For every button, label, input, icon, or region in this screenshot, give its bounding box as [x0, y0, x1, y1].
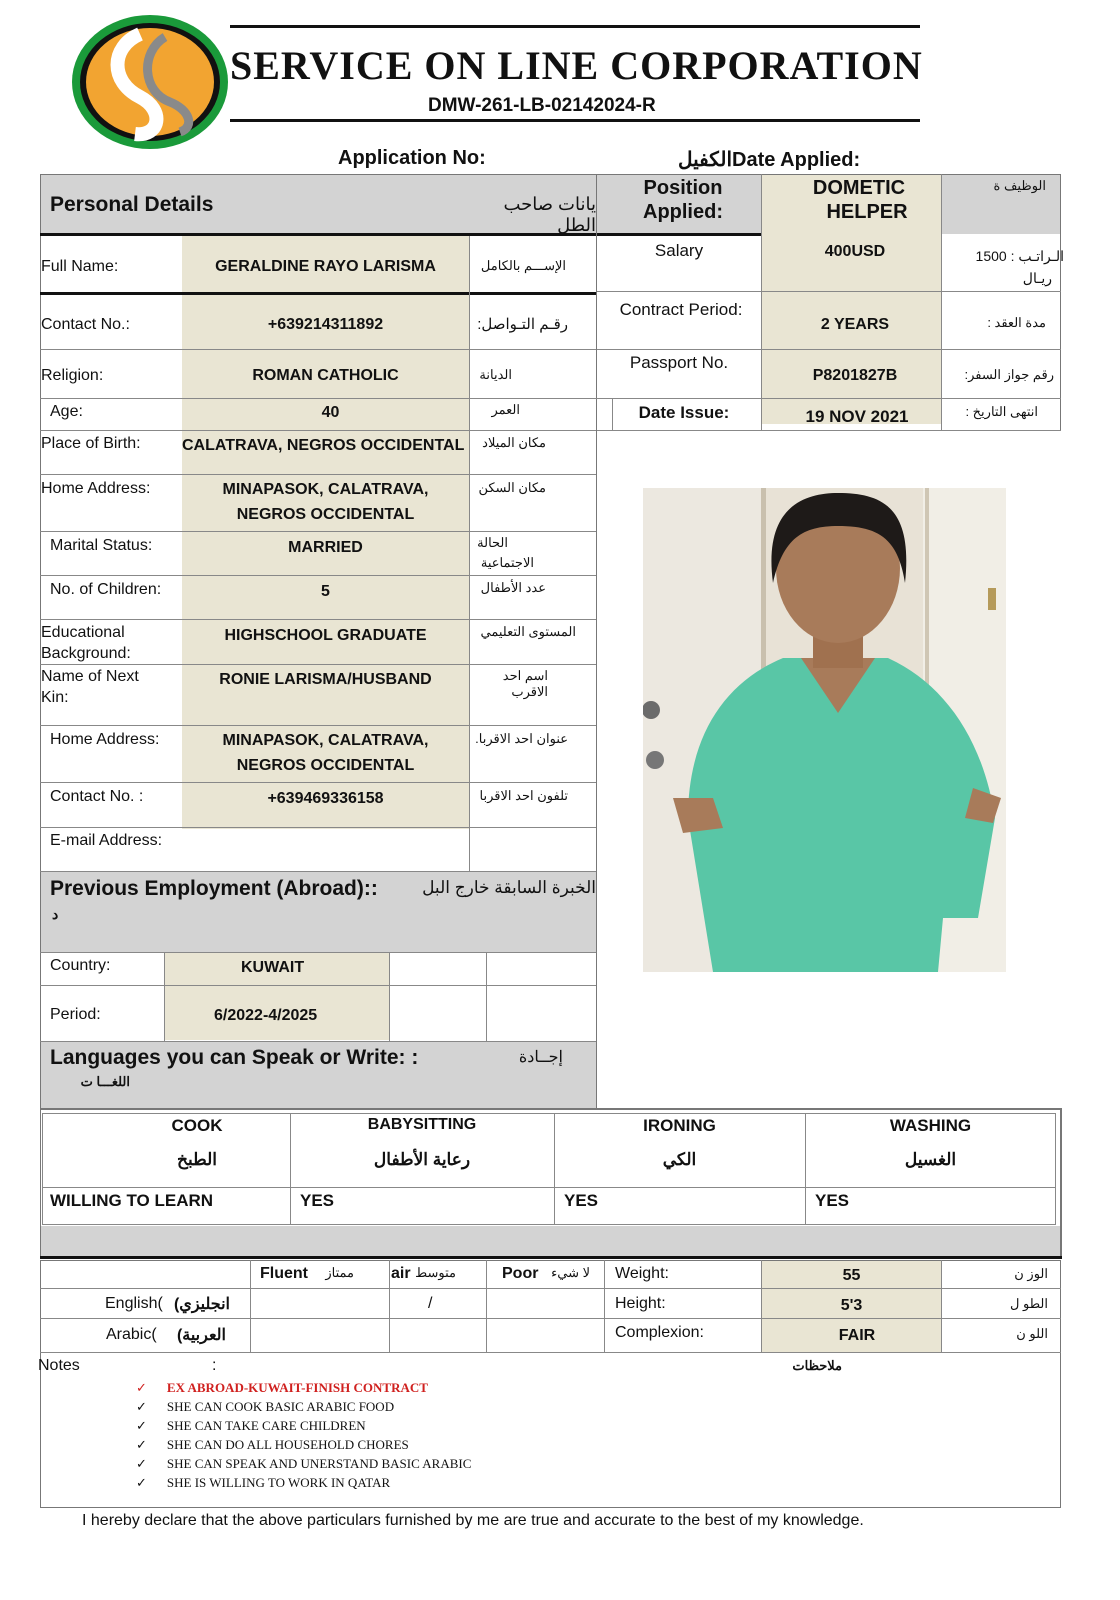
- position-value-line2: HELPER: [826, 201, 908, 223]
- proficiency-label-ar: إجــادة: [518, 1049, 563, 1066]
- contact-value: +639214311892: [267, 316, 384, 333]
- grid-line: [40, 531, 596, 532]
- languages-title-ar: اللغـــا ت: [80, 1074, 130, 1089]
- education-label-line1: Educational: [41, 624, 125, 641]
- ironing-value: YES: [564, 1191, 599, 1210]
- home-label: Home Address:: [41, 480, 151, 497]
- contract-label-ar: مدة العقد :: [987, 315, 1046, 330]
- grid-line: [597, 349, 1061, 350]
- personal-details-title: Personal Details: [50, 193, 214, 216]
- issue-label-ar: انتهى التاريخ :: [965, 404, 1038, 419]
- grid-line: [40, 1108, 1061, 1110]
- grid-line: [40, 1256, 1062, 1259]
- marital-label-ar1: الحالة: [477, 535, 508, 550]
- date-applied-label: الكفيلDate Applied:: [678, 149, 861, 171]
- religion-label: Religion:: [41, 367, 104, 384]
- children-value: 5: [321, 583, 330, 600]
- country-label: Country:: [50, 957, 111, 974]
- grid-line: [597, 233, 761, 236]
- kin-label-line1: Name of Next: [41, 668, 139, 685]
- grid-line: [40, 1318, 1061, 1319]
- grid-line: [40, 664, 596, 665]
- grid-line: [40, 174, 1061, 175]
- birth-value: CALATRAVA, NEGROS OCCIDENTAL: [182, 437, 465, 454]
- passport-label-ar: رقم جواز السفر:: [964, 367, 1054, 382]
- note-item: [136, 1454, 471, 1473]
- declaration-text: I hereby declare that the above particulars furnished by me are true and accurate to the best of my knowledge.: [82, 1512, 864, 1529]
- willing-to-learn-label: WILLING TO LEARN: [50, 1191, 214, 1210]
- babysitting-value: YES: [300, 1191, 335, 1210]
- header-rule-bottom: [230, 119, 920, 122]
- application-no-label: Application No:: [338, 147, 486, 169]
- personal-details-title-ar: يانات صاحب الطل: [503, 194, 596, 235]
- salary-label: Salary: [654, 241, 704, 260]
- period-label: Period:: [50, 1006, 101, 1023]
- kin-address-label-ar: عنوان احد الاقربا.: [475, 731, 568, 746]
- check-icon: ✓: [136, 1437, 147, 1452]
- passport-value: P8201827B: [812, 367, 898, 384]
- complexion-label-ar: اللو ن: [1016, 1326, 1048, 1341]
- check-icon: ✓: [136, 1399, 147, 1414]
- contract-label: Contract Period:: [619, 300, 743, 319]
- complexion-value: FAIR: [838, 1327, 876, 1344]
- company-logo: [70, 12, 230, 152]
- note-item: [136, 1378, 471, 1397]
- languages-title: Languages you can Speak or Write: :: [50, 1046, 419, 1069]
- poor-label-ar: لا شيء: [551, 1265, 590, 1280]
- home-label-ar: مكان السكن: [478, 480, 546, 495]
- note-item: [136, 1416, 471, 1435]
- skill-header-ironing: IRONING: [643, 1116, 716, 1135]
- skill-header-ironing-ar: الكي: [662, 1150, 697, 1169]
- grid-line: [40, 1352, 1061, 1353]
- religion-label-ar: الديانة: [479, 367, 512, 382]
- note-item: [136, 1473, 471, 1492]
- skill-header-cook-ar: الطبخ: [177, 1150, 217, 1169]
- grid-line: [40, 292, 596, 295]
- skill-header-babysitting-ar: رعاية الأطفال: [373, 1150, 471, 1169]
- salary-value: 400USD: [824, 243, 886, 260]
- height-label-ar: الطو ل: [1009, 1296, 1048, 1311]
- grid-line: [389, 952, 390, 1041]
- grid-line: [40, 1288, 1061, 1289]
- children-label-ar: عدد الأطفال: [480, 580, 546, 595]
- email-label: E-mail Address:: [50, 832, 163, 849]
- salary-label-ar2: ريـال: [1022, 270, 1052, 286]
- home-value-line1: MINAPASOK, CALATRAVA,: [222, 481, 429, 498]
- note-text: SHE IS WILLING TO WORK IN QATAR: [166, 1475, 391, 1490]
- grid-line: [164, 952, 165, 1041]
- country-value: KUWAIT: [241, 959, 305, 976]
- position-label-ar: الوظيف ة: [993, 178, 1046, 193]
- header-rule-top: [230, 25, 920, 28]
- grid-line: [40, 398, 612, 399]
- grid-line: [604, 1260, 605, 1352]
- grid-line: [597, 291, 1061, 292]
- grid-line: [40, 782, 596, 783]
- grid-line: [40, 474, 596, 475]
- position-value-line1: DOMETIC: [812, 177, 906, 199]
- skill-header-babysitting: BABYSITTING: [367, 1116, 477, 1133]
- grid-line: [40, 827, 596, 828]
- grid-line: [42, 1187, 1056, 1188]
- full-name-value: GERALDINE RAYO LARISMA: [215, 258, 436, 275]
- position-label-line1: Position: [643, 177, 723, 199]
- weight-label-ar: الوز ن: [1014, 1266, 1048, 1281]
- birth-label-ar: مكان الميلاد: [482, 435, 546, 450]
- weight-value: 55: [842, 1267, 861, 1284]
- grid-line: [40, 430, 596, 431]
- marital-label: Marital Status:: [50, 537, 153, 554]
- note-text: SHE CAN SPEAK AND UNERSTAND BASIC ARABIC: [166, 1456, 472, 1471]
- period-value: 6/2022-4/2025: [214, 1007, 318, 1024]
- previous-title: Previous Employment (Abroad)::: [50, 877, 378, 900]
- fair-label: air: [391, 1265, 411, 1282]
- check-icon: ✓: [136, 1380, 147, 1395]
- kin-label-ar: اسم احد الاقرب: [502, 668, 548, 699]
- notes-label: Notes: [38, 1357, 80, 1374]
- notes-colon: :: [212, 1357, 217, 1374]
- salary-label-ar1: الـراتـب : 1500: [975, 248, 1064, 264]
- grid-line: [40, 725, 596, 726]
- weight-label: Weight:: [615, 1265, 669, 1282]
- complexion-label: Complexion:: [615, 1324, 704, 1341]
- grid-line: [40, 871, 596, 872]
- company-name: SERVICE ON LINE CORPORATION: [230, 43, 923, 88]
- kin-contact-label-ar: تلفون احد الاقربا: [479, 788, 568, 803]
- check-icon: ✓: [136, 1456, 147, 1471]
- english-fair-mark: /: [428, 1295, 433, 1312]
- applicant-photo: [643, 488, 1006, 972]
- contract-value: 2 YEARS: [820, 316, 890, 333]
- note-text: EX ABROAD-KUWAIT-FINISH CONTRACT: [166, 1380, 428, 1395]
- grid-line: [40, 349, 596, 350]
- kin-contact-label: Contact No. :: [50, 788, 144, 805]
- kin-address-line2: NEGROS OCCIDENTAL: [236, 757, 415, 774]
- grid-line: [40, 985, 596, 986]
- position-label-line2: Applied:: [643, 201, 723, 223]
- poor-label: Poor: [502, 1265, 539, 1282]
- religion-value: ROMAN CATHOLIC: [252, 367, 399, 384]
- note-item: [136, 1397, 471, 1416]
- kin-value: RONIE LARISMA/HUSBAND: [219, 671, 432, 688]
- contact-label: Contact No.:: [41, 316, 130, 333]
- grid-line: [389, 1260, 390, 1352]
- education-value: HIGHSCHOOL GRADUATE: [224, 627, 427, 644]
- grid-line: [40, 575, 596, 576]
- height-value: 5'3: [840, 1297, 863, 1314]
- grid-line: [486, 952, 487, 1041]
- passport-label: Passport No.: [629, 353, 729, 372]
- marital-label-ar2: الاجتماعية: [480, 555, 534, 570]
- previous-title-ar: الخبرة السابقة خارج البل: [422, 878, 596, 897]
- fair-label-ar: متوسط: [415, 1265, 456, 1280]
- kin-address-line1: MINAPASOK, CALATRAVA,: [222, 732, 429, 749]
- skill-header-cook: COOK: [171, 1116, 223, 1135]
- notes-label-ar: ملاحظات: [792, 1358, 842, 1373]
- english-label-ar: انجليزي): [173, 1296, 230, 1313]
- grid-line: [486, 1260, 487, 1352]
- note-item: [136, 1435, 471, 1454]
- education-label-ar: المستوى التعليمي: [480, 624, 576, 639]
- birth-label: Place of Birth:: [41, 435, 141, 452]
- height-label: Height:: [615, 1295, 666, 1312]
- license-number: DMW-261-LB-02142024-R: [428, 95, 656, 116]
- skill-header-washing-ar: الغسيل: [904, 1150, 957, 1169]
- home-value-line2: NEGROS OCCIDENTAL: [236, 506, 415, 523]
- kin-address-label: Home Address:: [50, 731, 160, 748]
- skills-footer-bg: [41, 1226, 1060, 1256]
- kin-contact-value: +639469336158: [267, 790, 384, 807]
- check-icon: ✓: [136, 1475, 147, 1490]
- note-text: SHE CAN COOK BASIC ARABIC FOOD: [166, 1399, 395, 1414]
- grid-line: [597, 430, 1061, 431]
- grid-line: [40, 952, 596, 953]
- marital-value: MARRIED: [288, 539, 363, 556]
- grid-line: [250, 1260, 251, 1352]
- washing-value: YES: [815, 1191, 850, 1210]
- grid-line: [1060, 1108, 1062, 1258]
- grid-line: [40, 619, 596, 620]
- note-text: SHE CAN DO ALL HOUSEHOLD CHORES: [166, 1437, 409, 1452]
- skill-header-washing: WASHING: [889, 1116, 972, 1135]
- grid-line: [612, 398, 1061, 399]
- arabic-label-ar: العربية): [176, 1327, 226, 1344]
- kin-label-line2: Kin:: [41, 689, 69, 706]
- fluent-label-ar: ممتاز: [325, 1265, 354, 1280]
- full-name-label-ar: الإســـم بالكامل: [480, 258, 566, 273]
- previous-title-tail: د: [52, 906, 59, 922]
- age-value: 40: [321, 404, 340, 421]
- education-label-line2: Background:: [41, 645, 131, 662]
- english-label: English(: [105, 1295, 163, 1312]
- contact-label-ar: رقـم التـواصل:: [477, 316, 568, 333]
- arabic-label: Arabic(: [106, 1326, 157, 1343]
- notes-list: [136, 1378, 471, 1492]
- full-name-label: Full Name:: [41, 258, 119, 275]
- check-icon: ✓: [136, 1418, 147, 1433]
- grid-line: [1060, 174, 1061, 431]
- grid-line: [40, 1041, 596, 1042]
- issue-label: Date Issue:: [638, 403, 730, 422]
- note-text: SHE CAN TAKE CARE CHILDREN: [166, 1418, 366, 1433]
- age-label: Age:: [50, 403, 83, 420]
- fluent-label: Fluent: [260, 1265, 308, 1282]
- issue-value: 19 NOV 2021: [805, 407, 909, 426]
- age-label-ar: العمر: [491, 402, 520, 417]
- children-label: No. of Children:: [50, 581, 162, 598]
